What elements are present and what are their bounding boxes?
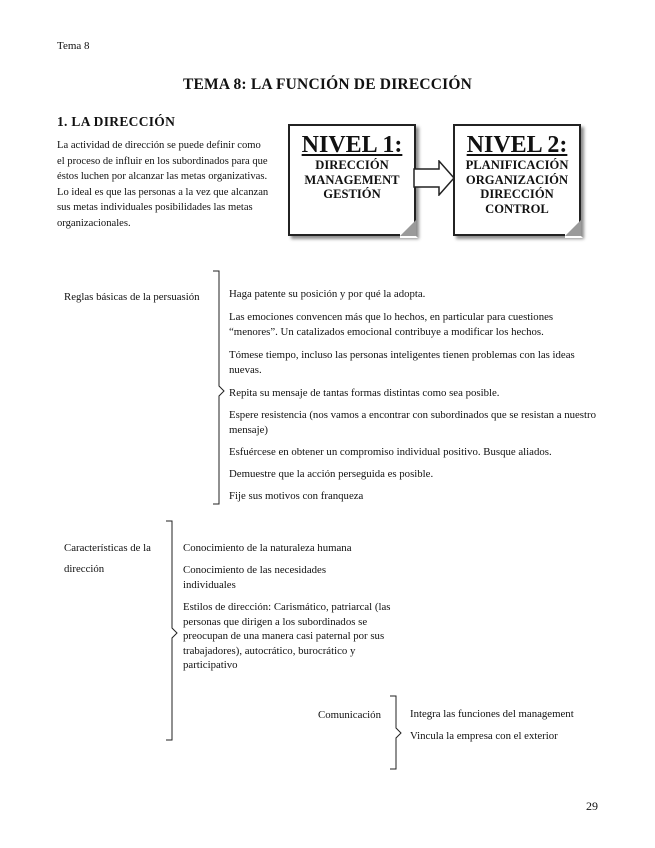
list-item: Conocimiento de las necesidades individuales (183, 564, 327, 591)
level-2-title: NIVEL 2: (466, 132, 568, 158)
list-item: Espere resistencia (nos vamos a encontrar con subordinados que se resistan a nuestro mensaje) (229, 409, 596, 436)
brace-communication (388, 695, 402, 771)
level-2-item: DIRECCIÓN (480, 187, 554, 202)
page-curl-icon (565, 220, 581, 236)
list-item: Fije sus motivos con franqueza (229, 490, 364, 502)
level-2-item: CONTROL (485, 201, 549, 216)
level-1-item: MANAGEMENT (304, 172, 400, 187)
page-curl-icon (400, 220, 416, 236)
level-1-item: GESTIÓN (323, 187, 381, 202)
list-item: Conocimiento de la naturaleza humana (183, 542, 352, 554)
section-heading: 1. LA DIRECCIÓN (57, 114, 176, 129)
page-header: Tema 8 (57, 40, 90, 52)
brace-characteristics (164, 520, 178, 742)
characteristics-label-line2: dirección (64, 563, 105, 575)
level-1-title: NIVEL 1: (301, 132, 403, 158)
list-item: Vincula la empresa con el exterior (410, 730, 558, 742)
persuasion-label: Reglas básicas de la persuasión (64, 291, 200, 303)
page-number: 29 (586, 799, 598, 813)
list-item: Demuestre que la acción perseguida es posible. (229, 468, 434, 480)
list-item: Esfuércese en obtener un compromiso individual positivo. Busque aliados. (229, 446, 552, 458)
level-1-box (288, 124, 416, 236)
level-2-item: PLANIFICACIÓN (465, 158, 569, 172)
list-item: Haga patente su posición y por qué la adopta. (229, 288, 426, 300)
level-1-item: DIRECCIÓN (315, 158, 389, 172)
list-item: Las emociones convencen más que lo hechos, en particular para cuestiones “menores”. Un catalizados emocional contribuye a modificar los hechos. (229, 311, 554, 338)
communication-label: Comunicación (318, 709, 381, 721)
list-item: Integra las funciones del management (410, 708, 574, 720)
arrow-right-icon (413, 160, 455, 196)
brace-persuasion (211, 270, 225, 506)
list-item: Tómese tiempo, incluso las personas inteligentes tienen problemas con las ideas nuevas. (229, 349, 575, 376)
characteristics-label-line1: Características de la (64, 542, 151, 554)
level-2-box (453, 124, 581, 236)
intro-paragraph: La actividad de dirección se puede definir como el proceso de influir en los subordinados para que éstos luchen por alcanzar las metas organizativas. Lo ideal es que las personas a la vez que alcanzan sus metas individuales posibilidades las metas organizacionales. (57, 140, 269, 229)
list-item: Repita su mensaje de tantas formas distintas como sea posible. (229, 387, 500, 399)
page-title: TEMA 8: LA FUNCIÓN DE DIRECCIÓN (182, 76, 473, 93)
level-2-item: ORGANIZACIÓN (465, 172, 569, 187)
list-item: Estilos de dirección: Carismático, patriarcal (las personas que dirigen a los subordinados se preocupan de una manera casi paternal por sus trabajadores), autocrático, burocrático y participativo (183, 601, 391, 671)
